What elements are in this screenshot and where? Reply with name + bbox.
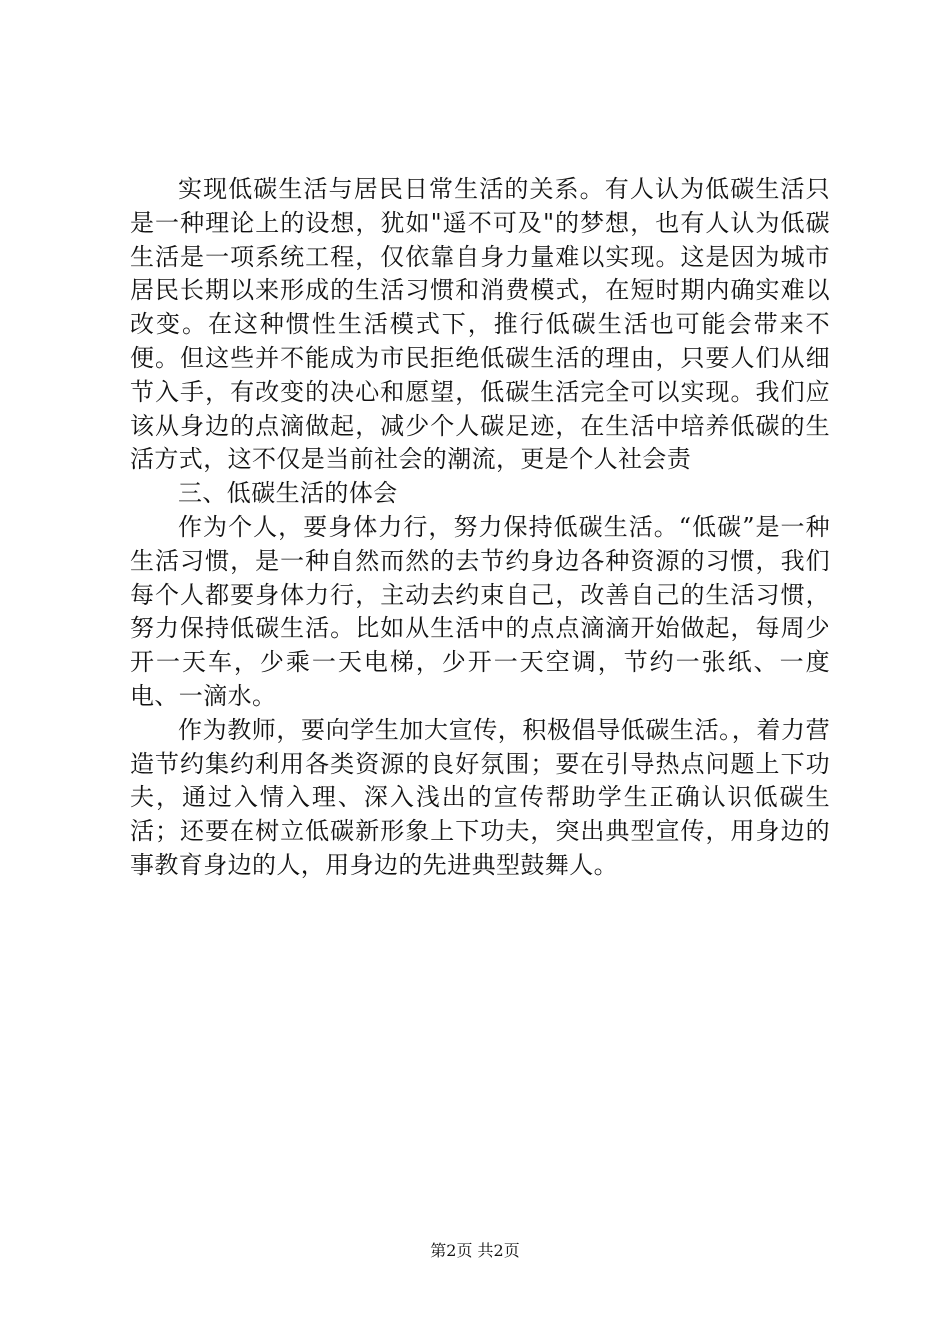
paragraph-as-individual: 作为个人，要身体力行，努力保持低碳生活。“低碳”是一种生活习惯，是一种自然而然的去节约身边各种资源的习惯，我们每个人都要身体力行，主动去约束自己，改善自己的生活习惯，努力保持低碳生活。比如从生活中的点点滴滴开始做起，每周少开一天车，少乘一天电梯，少开一天空调，节约一张纸、一度电、一滴水。 bbox=[130, 512, 830, 710]
document-body bbox=[130, 173, 830, 883]
section-heading-low-carbon-experience: 三、低碳生活的体会 bbox=[178, 479, 398, 508]
paragraph-low-carbon-relationship: 实现低碳生活与居民日常生活的关系。有人认为低碳生活只是一种理论上的设想，犹如"遥不可及"的梦想，也有人认为低碳生活是一项系统工程，仅依靠自身力量难以实现。这是因为城市居民长期以来形成的生活习惯和消费模式，在短时期内确实难以改变。在这种惯性生活模式下，推行低碳生活也可能会带来不便。但这些并不能成为市民拒绝低碳生活的理由，只要人们从细节入手，有改变的决心和愿望，低碳生活完全可以实现。我们应该从身边的点滴做起，减少个人碳足迹，在生活中培养低碳的生活方式，这不仅是当前社会的潮流，更是个人社会责 bbox=[130, 175, 830, 474]
paragraph-as-teacher: 作为教师，要向学生加大宣传，积极倡导低碳生活。，着力营造节约集约利用各类资源的良好氛围；要在引导热点问题上下功夫，通过入情入理、深入浅出的宣传帮助学生正确认识低碳生活；还要在树立低碳新形象上下功夫，突出典型宣传，用身边的事教育身边的人，用身边的先进典型鼓舞人。 bbox=[130, 715, 830, 879]
page-footer: 第2页 共2页 bbox=[430, 1241, 520, 1260]
